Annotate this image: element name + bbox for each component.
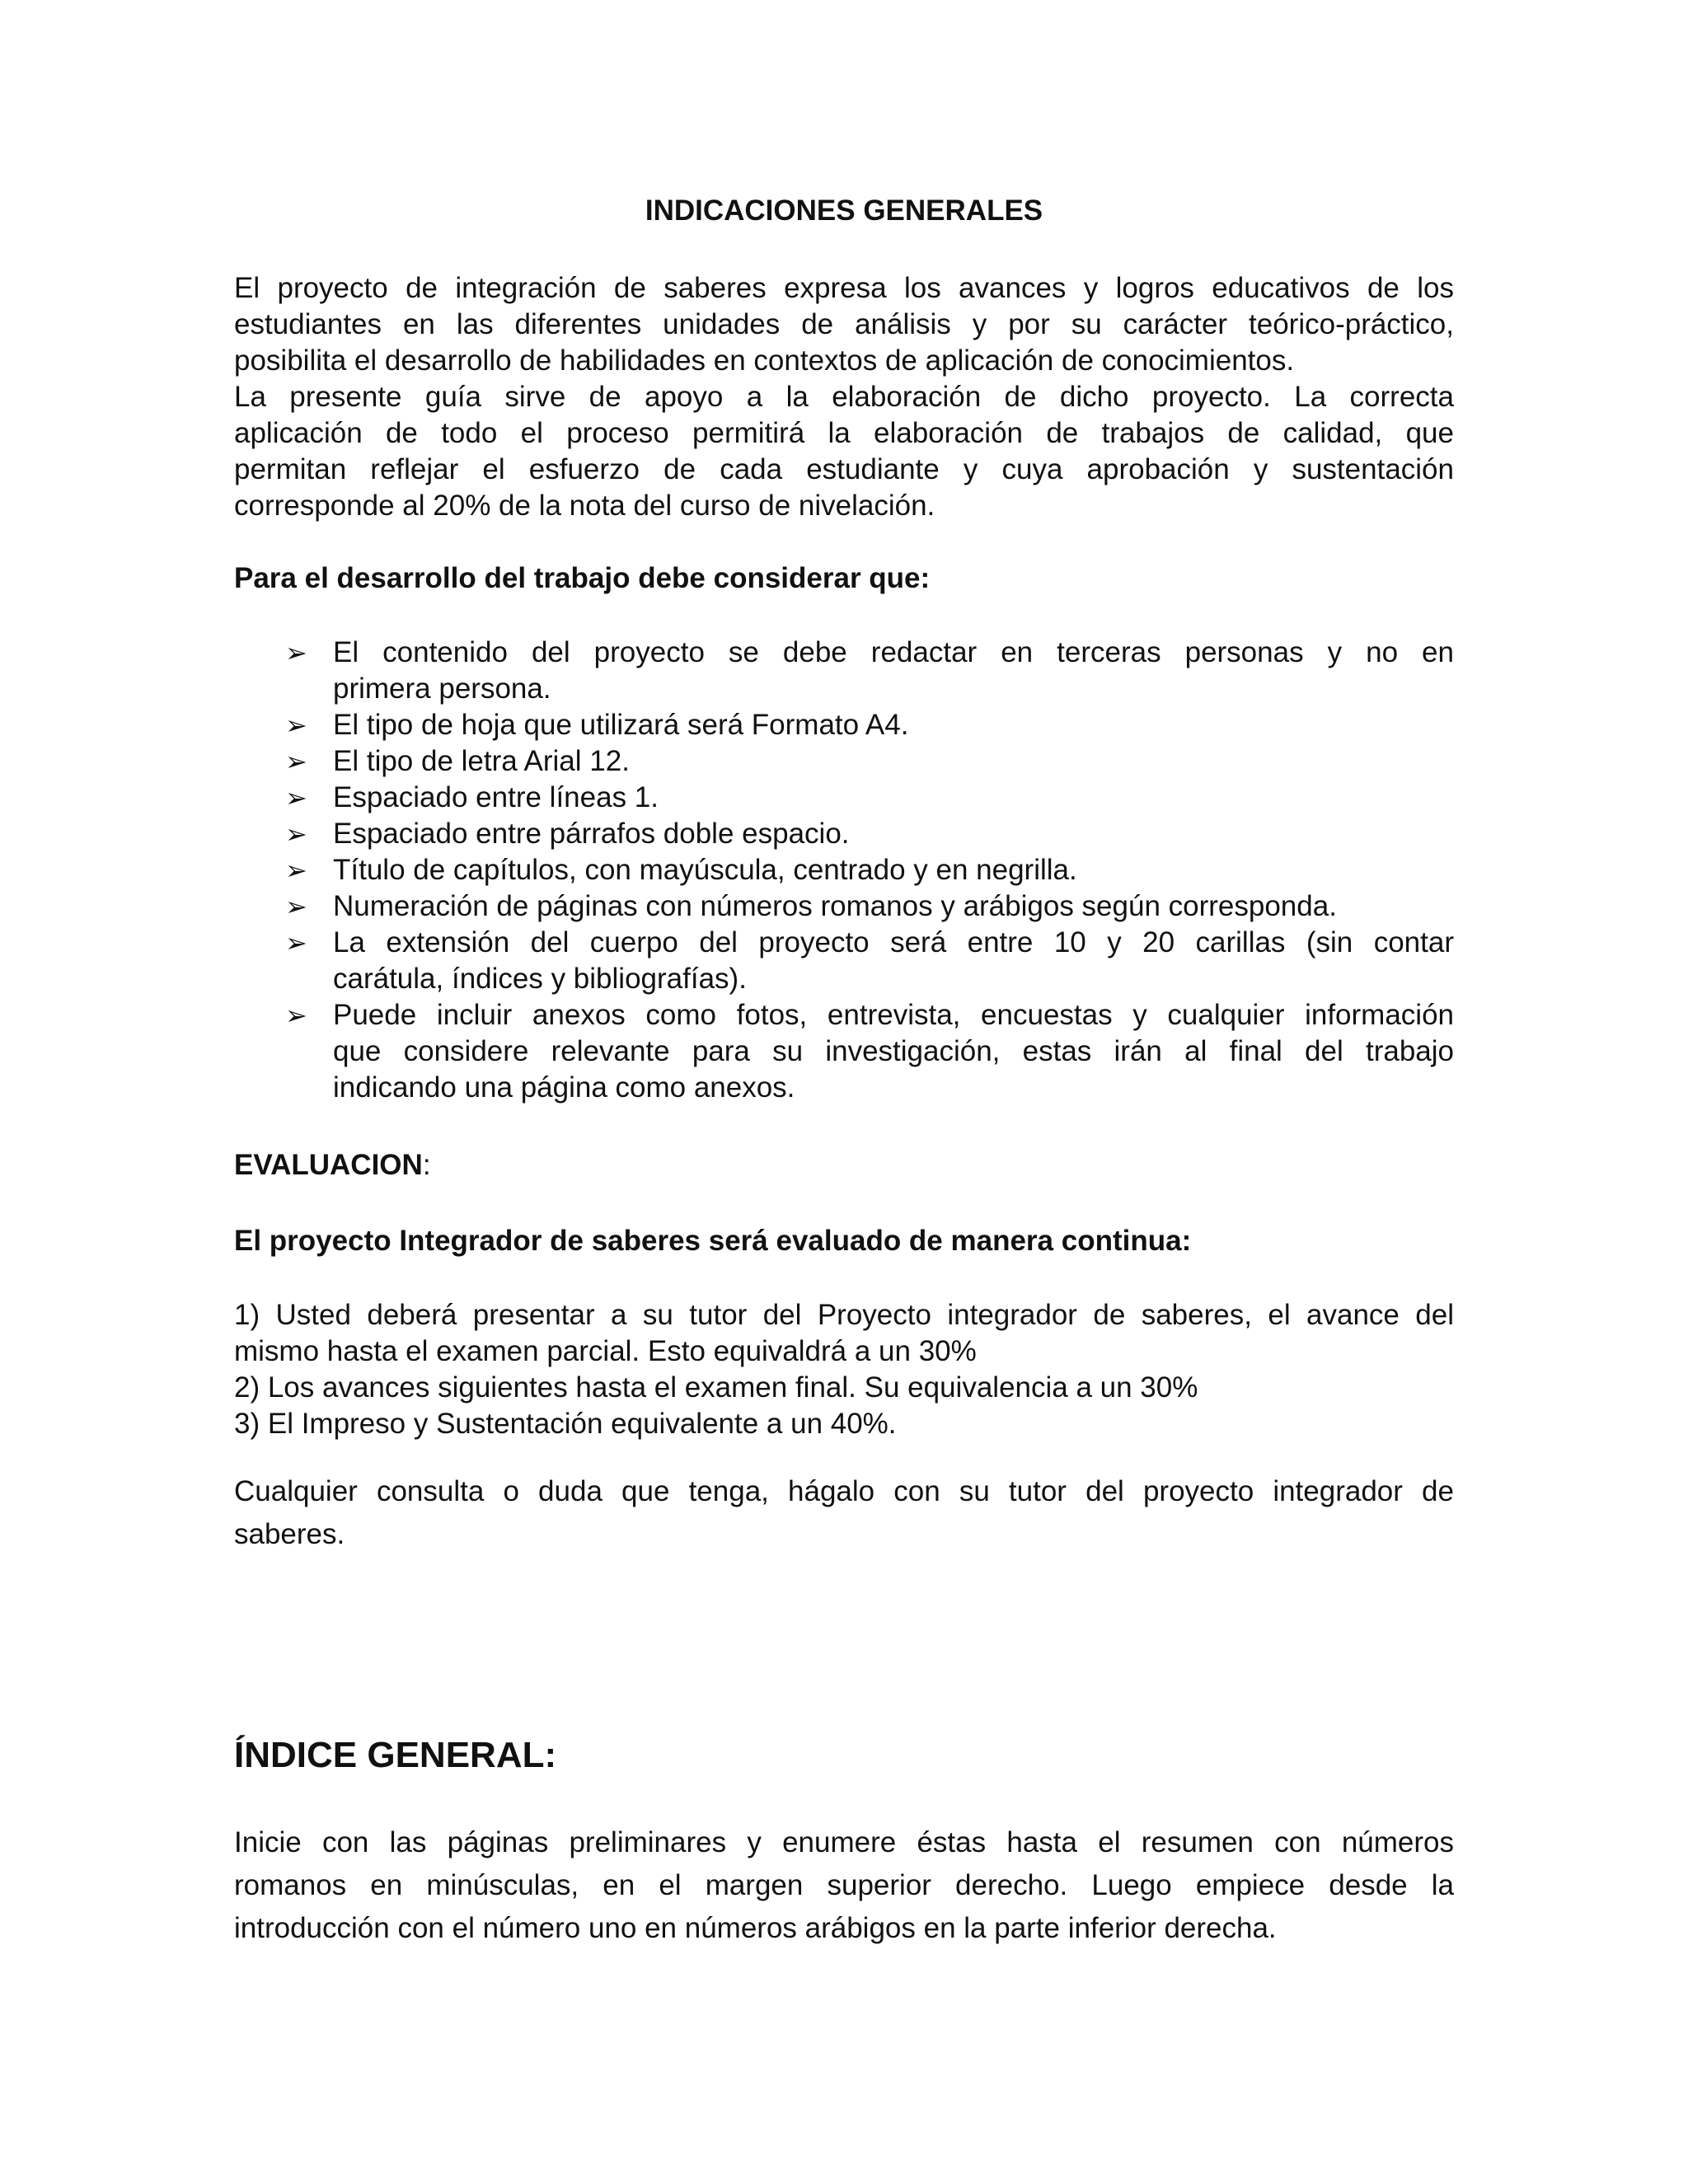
intro-line: corresponde al 20% de la nota del curso de nivelación. xyxy=(234,490,935,522)
list-item xyxy=(234,925,1454,997)
evaluacion-label xyxy=(234,1147,1454,1183)
consulta-paragraph xyxy=(234,1470,1454,1556)
arrow-bullet-icon: ➢ xyxy=(285,747,307,776)
list-item-line: que considere relevante para su investigación, estas irán al final del trabajo xyxy=(333,1035,1454,1067)
indice-paragraph xyxy=(234,1821,1454,1950)
eval-heading xyxy=(234,1223,1454,1259)
intro-line: posibilita el desarrollo de habilidades en contextos de aplicación de conocimientos. xyxy=(234,344,1295,377)
indice-heading: ÍNDICE GENERAL: xyxy=(234,1735,557,1775)
list-item-line: indicando una página como anexos. xyxy=(333,1071,795,1104)
eval-item-line: mismo hasta el examen parcial. Esto equivaldrá a un 30% xyxy=(234,1335,977,1367)
evaluacion-label-text: EVALUACION xyxy=(234,1149,423,1181)
arrow-bullet-icon: ➢ xyxy=(285,855,307,885)
page-title: INDICACIONES GENERALES xyxy=(645,194,1043,227)
list-item xyxy=(234,707,1454,743)
list-item-line: carátula, índices y bibliografías). xyxy=(333,963,747,995)
list-item xyxy=(234,816,1454,852)
intro-line: permitan reflejar el esfuerzo de cada estudiante y cuya aprobación y sustentación xyxy=(234,453,1454,485)
consulta-line: saberes. xyxy=(234,1518,345,1550)
arrow-bullet-icon: ➢ xyxy=(285,892,307,921)
list-item-line: El tipo de letra Arial 12. xyxy=(333,745,630,777)
eval-item-line: 3) El Impreso y Sustentación equivalente a un 40%. xyxy=(234,1408,897,1440)
requirements-list xyxy=(234,635,1454,1106)
consider-heading-text: Para el desarrollo del trabajo debe considerar que: xyxy=(234,562,931,594)
arrow-bullet-icon: ➢ xyxy=(285,819,307,849)
intro-line: aplicación de todo el proceso permitirá la elaboración de trabajos de calidad, que xyxy=(234,417,1454,449)
evaluacion-colon: : xyxy=(422,1149,431,1181)
list-item-line: El contenido del proyecto se debe redactar en terceras personas y no en xyxy=(333,636,1454,668)
list-item-line: Espaciado entre párrafos doble espacio. xyxy=(333,818,850,850)
intro-line: estudiantes en las diferentes unidades de análisis y por su carácter teórico-práctico, xyxy=(234,308,1454,340)
arrow-bullet-icon: ➢ xyxy=(285,1001,307,1030)
list-item-line: primera persona. xyxy=(333,673,551,705)
list-item-line: El tipo de hoja que utilizará será Formato A4. xyxy=(333,709,909,741)
intro-line: La presente guía sirve de apoyo a la elaboración de dicho proyecto. La correcta xyxy=(234,381,1454,413)
arrow-bullet-icon: ➢ xyxy=(285,928,307,958)
list-item-line: Puede incluir anexos como fotos, entrevista, encuestas y cualquier información xyxy=(333,999,1454,1031)
list-item-line: Numeración de páginas con números romanos y arábigos según corresponda. xyxy=(333,890,1337,922)
consider-heading xyxy=(234,560,1454,597)
arrow-bullet-icon: ➢ xyxy=(285,710,307,740)
list-item-line: Título de capítulos, con mayúscula, centrado y en negrilla. xyxy=(333,854,1077,886)
list-item xyxy=(234,780,1454,816)
list-item xyxy=(234,888,1454,925)
list-item xyxy=(234,635,1454,707)
list-item xyxy=(234,852,1454,888)
indice-line: Inicie con las páginas preliminares y enumere éstas hasta el resumen con números xyxy=(234,1826,1454,1858)
indice-line: romanos en minúsculas, en el margen superior derecho. Luego empiece desde la xyxy=(234,1869,1454,1901)
eval-item-line: 2) Los avances siguientes hasta el examen final. Su equivalencia a un 30% xyxy=(234,1371,1198,1404)
list-item xyxy=(234,743,1454,780)
eval-heading-text: El proyecto Integrador de saberes será evaluado de manera continua: xyxy=(234,1225,1192,1257)
intro-line: El proyecto de integración de saberes expresa los avances y logros educativos de los xyxy=(234,272,1454,304)
arrow-bullet-icon: ➢ xyxy=(285,783,307,813)
eval-items xyxy=(234,1297,1454,1442)
indice-line: introducción con el número uno en números arábigos en la parte inferior derecha. xyxy=(234,1912,1277,1944)
list-item-line: La extensión del cuerpo del proyecto será entre 10 y 20 carillas (sin contar xyxy=(333,926,1454,958)
consulta-line: Cualquier consulta o duda que tenga, hágalo con su tutor del proyecto integrador de xyxy=(234,1475,1454,1507)
list-item xyxy=(234,997,1454,1106)
intro-paragraph xyxy=(234,270,1454,524)
list-item-line: Espaciado entre líneas 1. xyxy=(333,781,659,813)
arrow-bullet-icon: ➢ xyxy=(285,638,307,668)
eval-item-line: 1) Usted deberá presentar a su tutor del Proyecto integrador de saberes, el avance del xyxy=(234,1299,1454,1331)
